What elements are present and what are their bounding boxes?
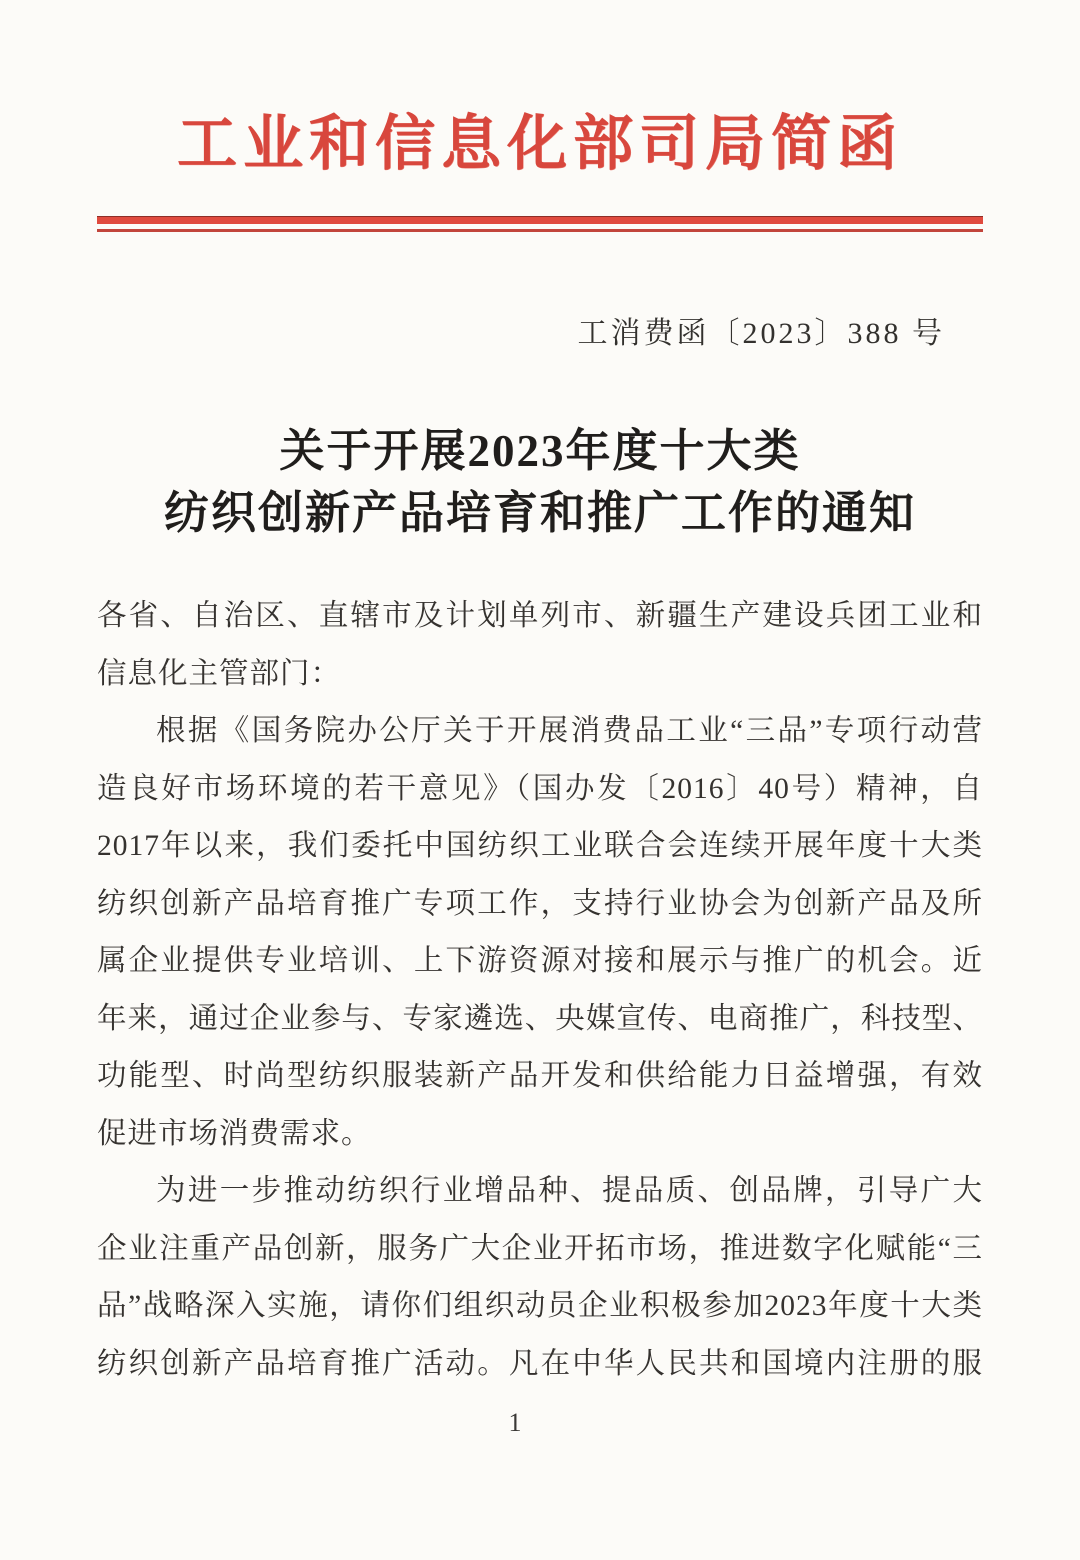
body-line: 信息化主管部门： <box>97 657 342 690</box>
body-line: 企业注重产品创新，服务广大企业开拓市场，推进数字化赋能“三 <box>97 1232 983 1265</box>
body-line: 2017年以来，我们委托中国纺织工业联合会连续开展年度十大类 <box>97 830 983 862</box>
letterhead-banner-title: 工业和信息化部司局简函 <box>177 111 903 177</box>
document-reference-number: 工消费函〔2023〕388 号 <box>577 317 945 350</box>
body-line: 年来，通过企业参与、专家遴选、央媒宣传、电商推广，科技型、 <box>97 1002 983 1035</box>
red-divider-thin-rule <box>97 229 983 232</box>
body-line: 品”战略深入实施，请你们组织动员企业积极参加2023年度十大类 <box>97 1290 983 1322</box>
body-line: 促进市场消费需求。 <box>97 1117 372 1150</box>
body-line: 造良好市场环境的若干意见》（国办发〔2016〕40号）精神，自 <box>97 772 983 805</box>
body-line: 功能型、时尚型纺织服装新产品开发和供给能力日益增强，有效 <box>97 1060 983 1092</box>
document-title-line1: 关于开展2023年度十大类 <box>279 426 801 476</box>
page-number: 1 <box>508 1408 522 1437</box>
body-line: 纺织创新产品培育推广活动。凡在中华人民共和国境内注册的服 <box>97 1347 983 1380</box>
document-body <box>97 588 983 1393</box>
body-line: 属企业提供专业培训、上下游资源对接和展示与推广的机会。近 <box>97 945 983 977</box>
red-divider <box>97 216 983 232</box>
red-divider-thick-rule <box>97 216 983 224</box>
body-line: 各省、自治区、直辖市及计划单列市、新疆生产建设兵团工业和 <box>97 600 983 632</box>
body-line: 根据《国务院办公厅关于开展消费品工业“三品”专项行动营 <box>156 715 983 747</box>
document-title-line2: 纺织创新产品培育和推广工作的通知 <box>163 488 916 538</box>
body-line: 为进一步推动纺织行业增品种、提品质、创品牌，引导广大 <box>156 1175 983 1207</box>
document-title <box>97 420 983 544</box>
body-line: 纺织创新产品培育推广专项工作，支持行业协会为创新产品及所 <box>97 887 983 920</box>
